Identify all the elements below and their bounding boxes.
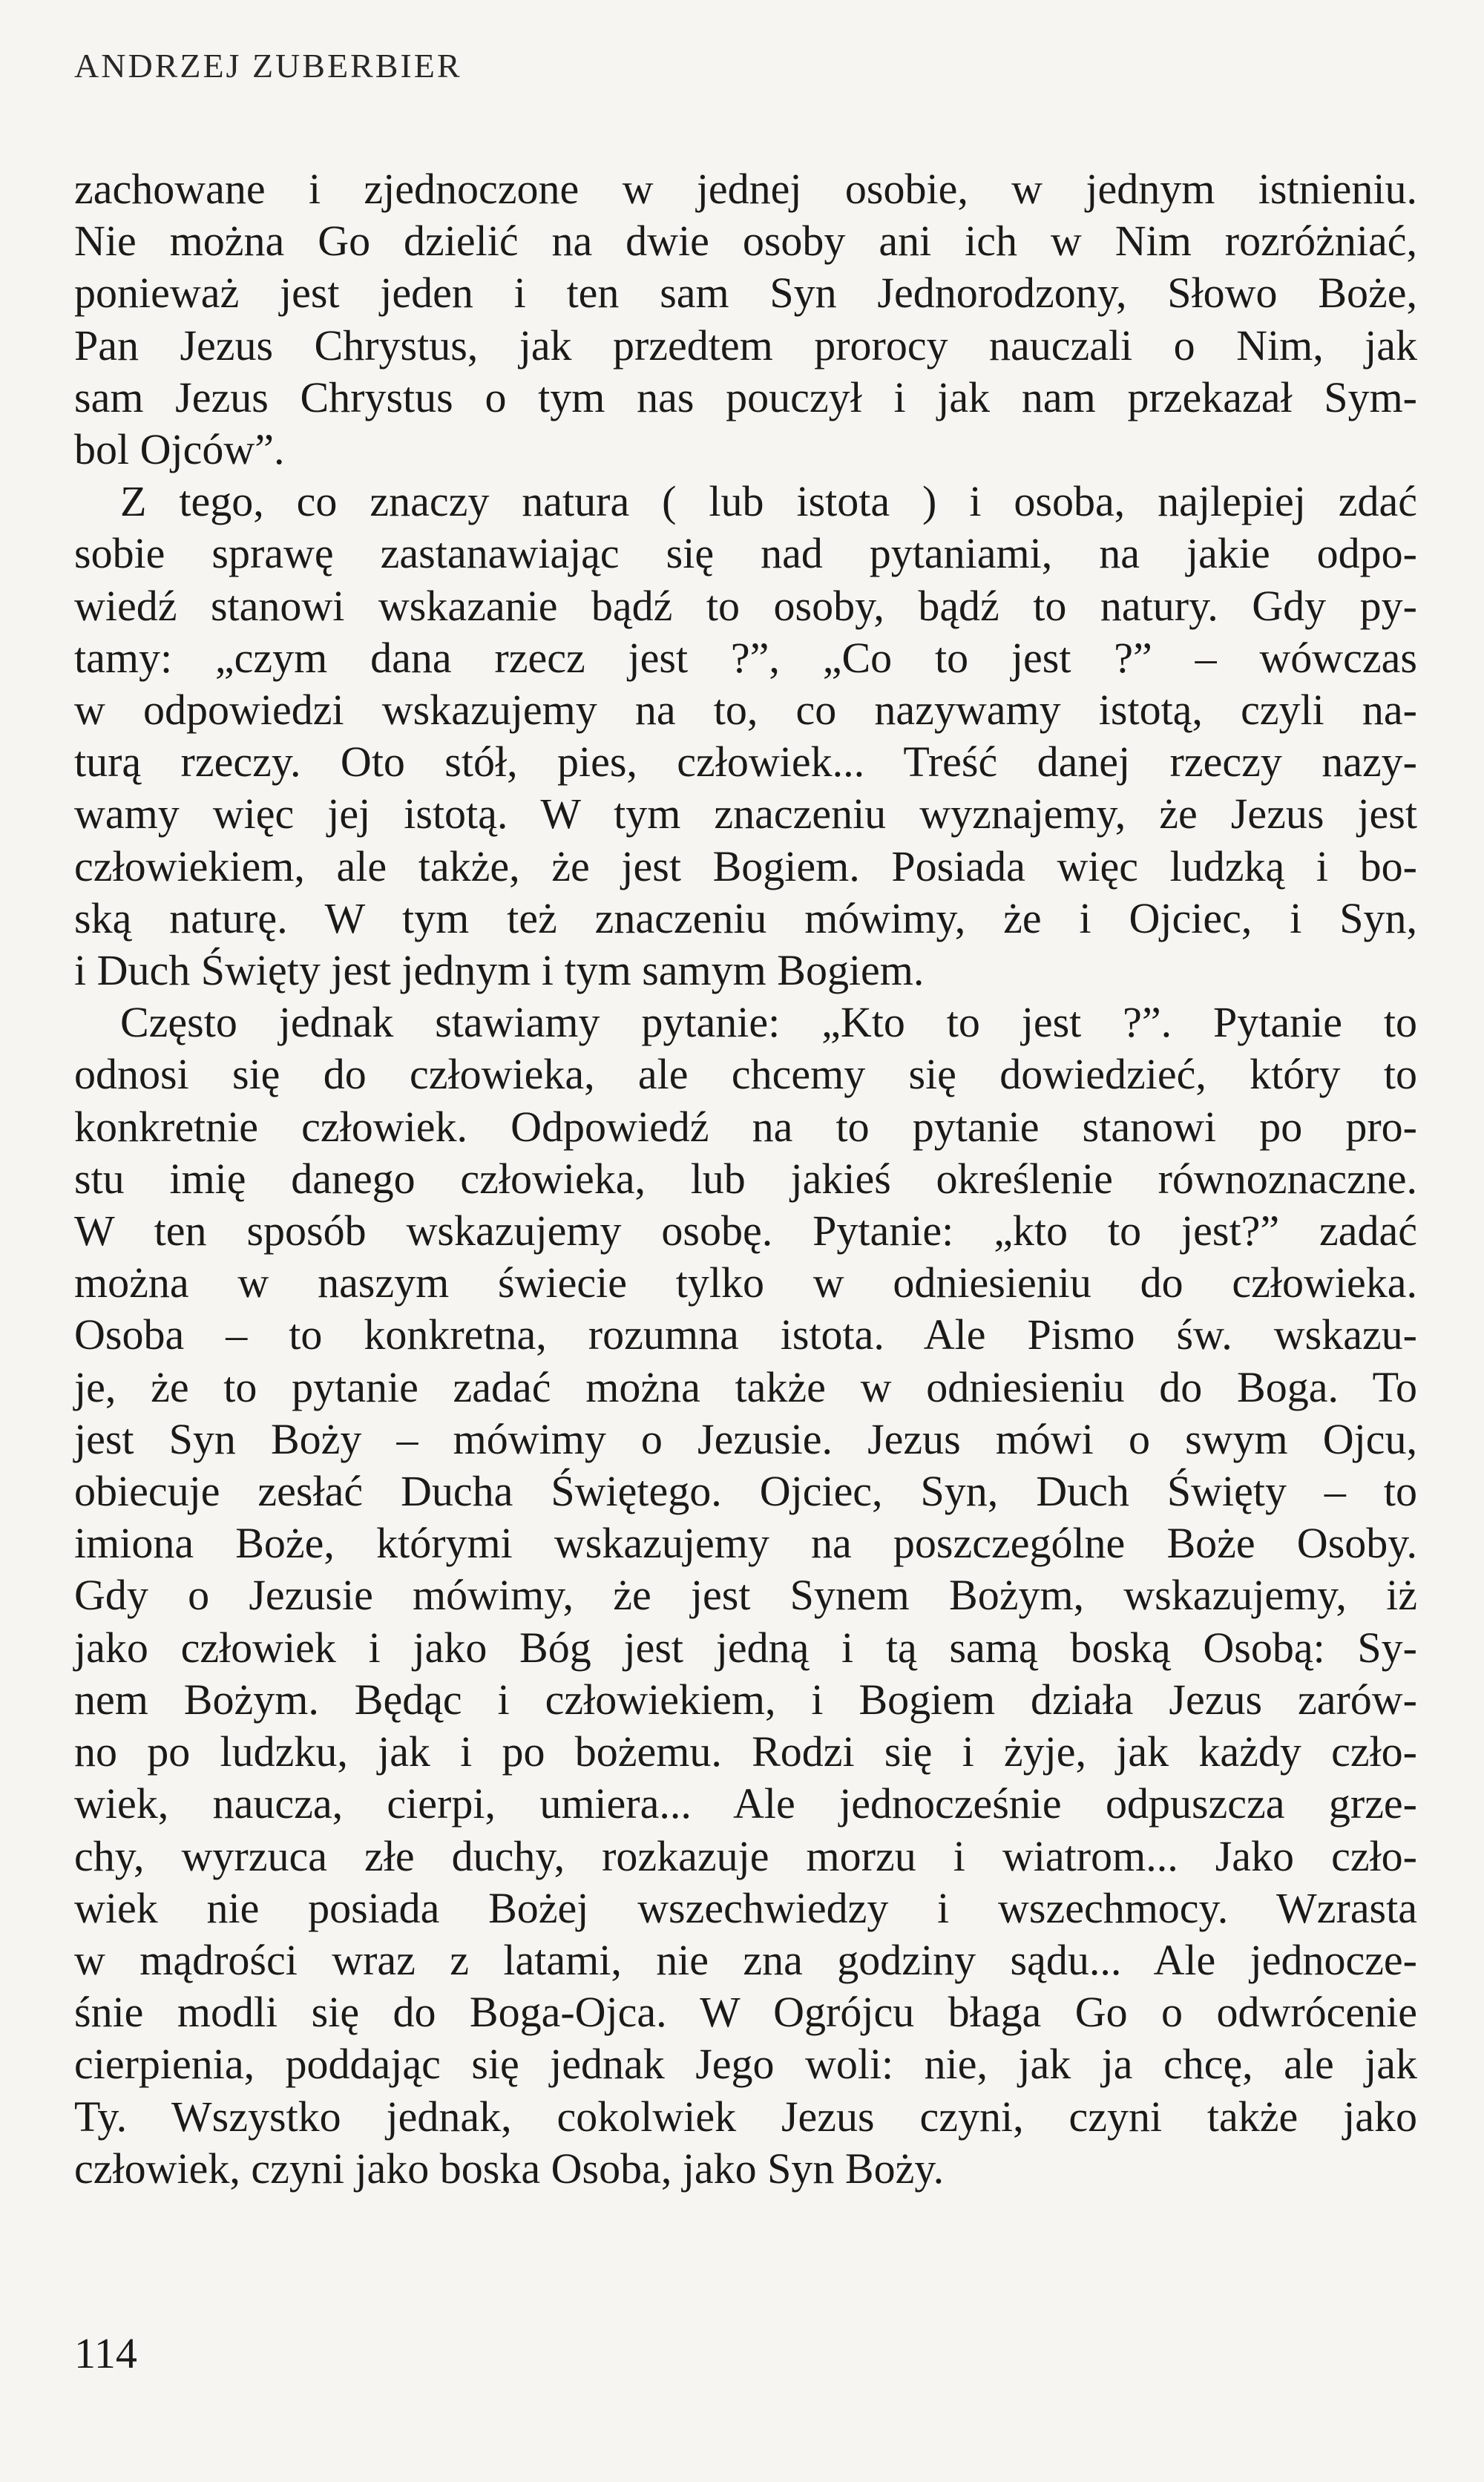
- text-line: Osoba – to konkretna, rozumna istota. Ale Pismo św. wskazu-: [74, 1310, 1417, 1359]
- text-line: W ten sposób wskazujemy osobę. Pytanie: „kto to jest?” zadać: [74, 1206, 1417, 1255]
- text-line: i Duch Święty jest jednym i tym samym Bogiem.: [74, 946, 925, 995]
- text-line: jest Syn Boży – mówimy o Jezusie. Jezus mówi o swym Ojcu,: [74, 1414, 1417, 1463]
- text-line: obiecuje zesłać Ducha Świętego. Ojciec, Syn, Duch Święty – to: [74, 1467, 1417, 1516]
- text-line: człowiek, czyni jako boska Osoba, jako Syn Boży.: [74, 2144, 945, 2193]
- text-line: konkretnie człowiek. Odpowiedź na to pytanie stanowi po pro-: [74, 1102, 1417, 1151]
- text-line: jako człowiek i jako Bóg jest jedną i tą samą boską Osobą: Sy-: [74, 1623, 1417, 1672]
- text-line: Często jednak stawiamy pytanie: „Kto to jest ?”. Pytanie to: [120, 998, 1417, 1047]
- text-line: Pan Jezus Chrystus, jak przedtem prorocy nauczali o Nim, jak: [74, 321, 1417, 370]
- text-line: człowiekiem, ale także, że jest Bogiem. Posiada więc ludzką i bo-: [74, 841, 1417, 890]
- text-line: chy, wyrzuca złe duchy, rozkazuje morzu i wiatrom... Jako czło-: [74, 1831, 1417, 1880]
- text-line: ponieważ jest jeden i ten sam Syn Jednorodzony, Słowo Boże,: [74, 269, 1417, 318]
- paragraph: [74, 476, 1417, 997]
- text-line: wamy więc jej istotą. W tym znaczeniu wyznajemy, że Jezus jest: [74, 789, 1417, 838]
- text-line: wiek, naucza, cierpi, umiera... Ale jednocześnie odpuszcza grze-: [74, 1779, 1417, 1828]
- text-line: sobie sprawę zastanawiając się nad pytaniami, na jakie odpo-: [74, 529, 1417, 578]
- text-line: zachowane i zjednoczone w jednej osobie, w jednym istnieniu.: [74, 165, 1417, 213]
- text-line: turą rzeczy. Oto stół, pies, człowiek... Treść danej rzeczy nazy-: [74, 738, 1417, 787]
- text-line: Nie można Go dzielić na dwie osoby ani ich w Nim rozróżniać,: [74, 217, 1417, 266]
- text-line: Gdy o Jezusie mówimy, że jest Synem Bożym, wskazujemy, iż: [74, 1571, 1417, 1620]
- paragraph: [74, 997, 1417, 2195]
- text-line: można w naszym świecie tylko w odniesieniu do człowieka.: [74, 1258, 1417, 1307]
- text-line: je, że to pytanie zadać można także w odniesieniu do Boga. To: [74, 1362, 1417, 1411]
- text-line: wiedź stanowi wskazanie bądź to osoby, bądź to natury. Gdy py-: [74, 581, 1417, 630]
- text-line: w mądrości wraz z latami, nie zna godziny sądu... Ale jednocze-: [74, 1935, 1417, 1984]
- text-line: śnie modli się do Boga-Ojca. W Ogrójcu błaga Go o odwrócenie: [74, 1988, 1417, 2037]
- text-line: bol Ojców”.: [74, 425, 285, 474]
- paragraph: [74, 163, 1417, 476]
- text-line: cierpienia, poddając się jednak Jego woli: nie, jak ja chcę, ale jak: [74, 2040, 1417, 2089]
- text-line: odnosi się do człowieka, ale chcemy się dowiedzieć, który to: [74, 1050, 1417, 1099]
- text-line: w odpowiedzi wskazujemy na to, co nazywamy istotą, czyli na-: [74, 686, 1417, 735]
- text-line: stu imię danego człowieka, lub jakieś określenie równoznaczne.: [74, 1154, 1417, 1203]
- text-line: Ty. Wszystko jednak, cokolwiek Jezus czyni, czyni także jako: [74, 2092, 1417, 2141]
- text-line: ską naturę. W tym też znaczeniu mówimy, że i Ojciec, i Syn,: [74, 893, 1417, 942]
- text-line: sam Jezus Chrystus o tym nas pouczył i jak nam przekazał Sym-: [74, 372, 1417, 421]
- running-head: ANDRZEJ ZUBERBIER: [74, 47, 462, 85]
- text-line: tamy: „czym dana rzecz jest ?”, „Co to jest ?” – wówczas: [74, 633, 1417, 682]
- text-line: imiona Boże, którymi wskazujemy na poszczególne Boże Osoby.: [74, 1519, 1417, 1568]
- body-text: [74, 163, 1417, 2195]
- text-line: no po ludzku, jak i po bożemu. Rodzi się i żyje, jak każdy czło-: [74, 1727, 1417, 1776]
- page-number: 114: [74, 2329, 137, 2377]
- text-line: nem Bożym. Będąc i człowiekiem, i Bogiem działa Jezus zarów-: [74, 1675, 1417, 1724]
- text-line: Z tego, co znaczy natura ( lub istota ) i osoba, najlepiej zdać: [120, 477, 1417, 526]
- text-line: wiek nie posiada Bożej wszechwiedzy i wszechmocy. Wzrasta: [74, 1883, 1417, 1932]
